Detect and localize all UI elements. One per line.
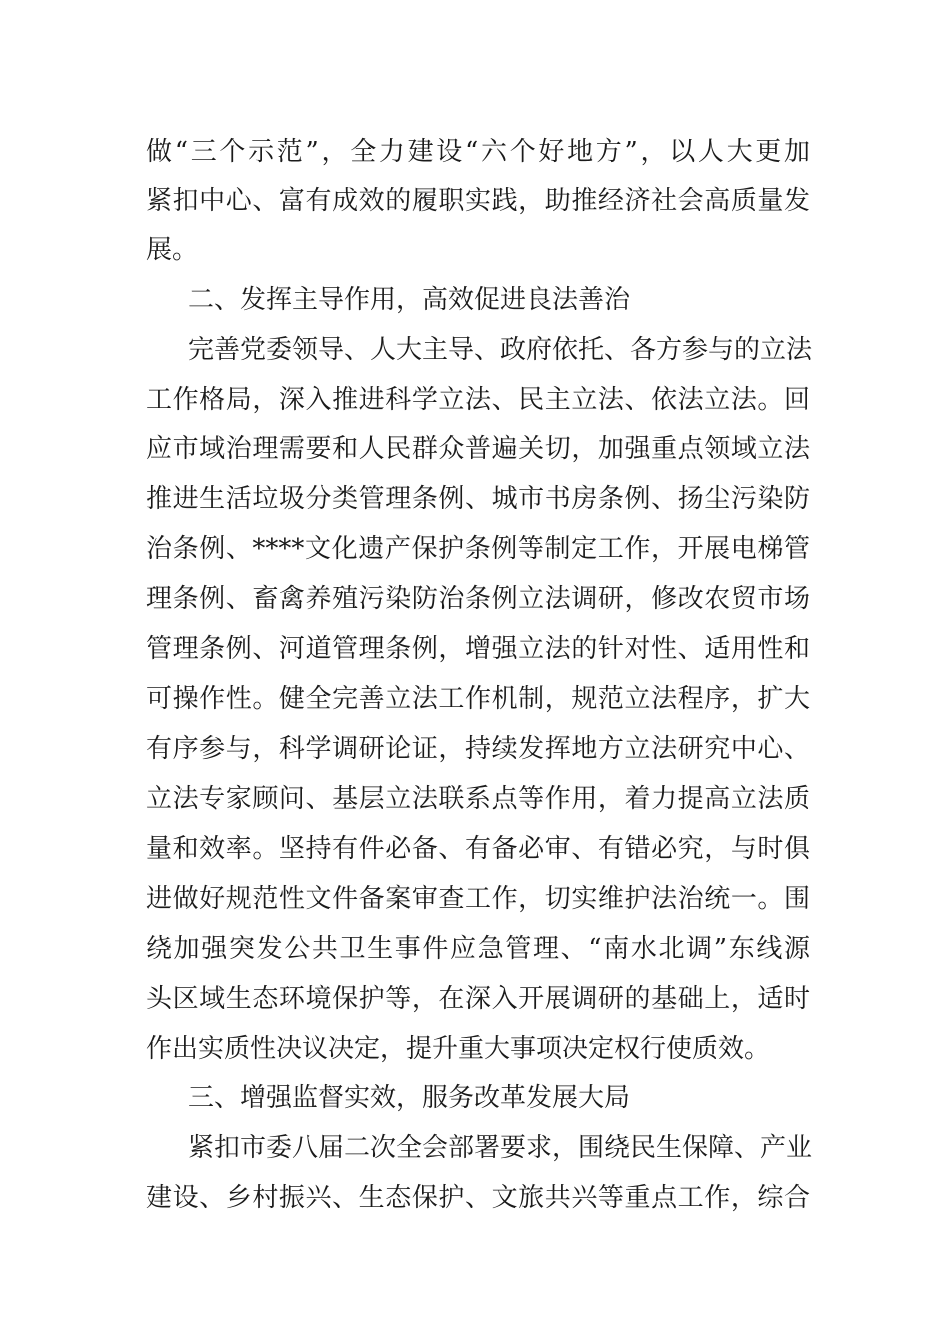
paragraph-1-line-3: 展。 [146, 235, 199, 265]
paragraph-2-line-7: 管理条例、河道管理条例，增强立法的针对性、适用性和 [146, 634, 810, 664]
paragraph-2-line-9: 有序参与，科学调研论证，持续发挥地方立法研究中心、 [146, 734, 810, 764]
paragraph-2-line-5: 治条例、****文化遗产保护条例等制定工作，开展电梯管 [146, 534, 810, 564]
paragraph-1-line-2: 紧扣中心、富有成效的履职实践，助推经济社会高质量发 [146, 186, 810, 216]
section-heading-2: 二、发挥主导作用，高效促进良法善治 [188, 285, 631, 315]
paragraph-2-line-12: 进做好规范性文件备案审查工作，切实维护法治统一。围 [146, 884, 810, 914]
paragraph-2-line-8: 可操作性。健全完善立法工作机制，规范立法程序，扩大 [146, 684, 810, 714]
paragraph-2-line-1: 完善党委领导、人大主导、政府依托、各方参与的立法 [188, 335, 813, 365]
paragraph-3-line-1: 紧扣市委八届二次全会部署要求，围绕民生保障、产业 [188, 1133, 813, 1163]
paragraph-2-line-10: 立法专家顾问、基层立法联系点等作用，着力提高立法质 [146, 784, 810, 814]
paragraph-3-line-2: 建设、乡村振兴、生态保护、文旅共兴等重点工作，综合 [146, 1183, 810, 1213]
paragraph-2-line-15: 作出实质性决议决定，提升重大事项决定权行使质效。 [146, 1034, 771, 1064]
paragraph-2-line-3: 应市域治理需要和人民群众普遍关切，加强重点领域立法 [146, 434, 810, 464]
section-heading-3: 三、增强监督实效，服务改革发展大局 [188, 1083, 631, 1113]
paragraph-1-line-1: 做“三个示范”，全力建设“六个好地方”，以人大更加 [146, 137, 810, 167]
paragraph-2-line-14: 头区域生态环境保护等，在深入开展调研的基础上，适时 [146, 984, 810, 1014]
paragraph-2-line-6: 理条例、畜禽养殖污染防治条例立法调研，修改农贸市场 [146, 584, 810, 614]
paragraph-2-line-2: 工作格局，深入推进科学立法、民主立法、依法立法。回 [146, 385, 810, 415]
paragraph-2-line-11: 量和效率。坚持有件必备、有备必审、有错必究，与时俱 [146, 834, 810, 864]
paragraph-2-line-4: 推进生活垃圾分类管理条例、城市书房条例、扬尘污染防 [146, 484, 810, 514]
paragraph-2-line-13: 绕加强突发公共卫生事件应急管理、“南水北调”东线源 [146, 934, 810, 964]
